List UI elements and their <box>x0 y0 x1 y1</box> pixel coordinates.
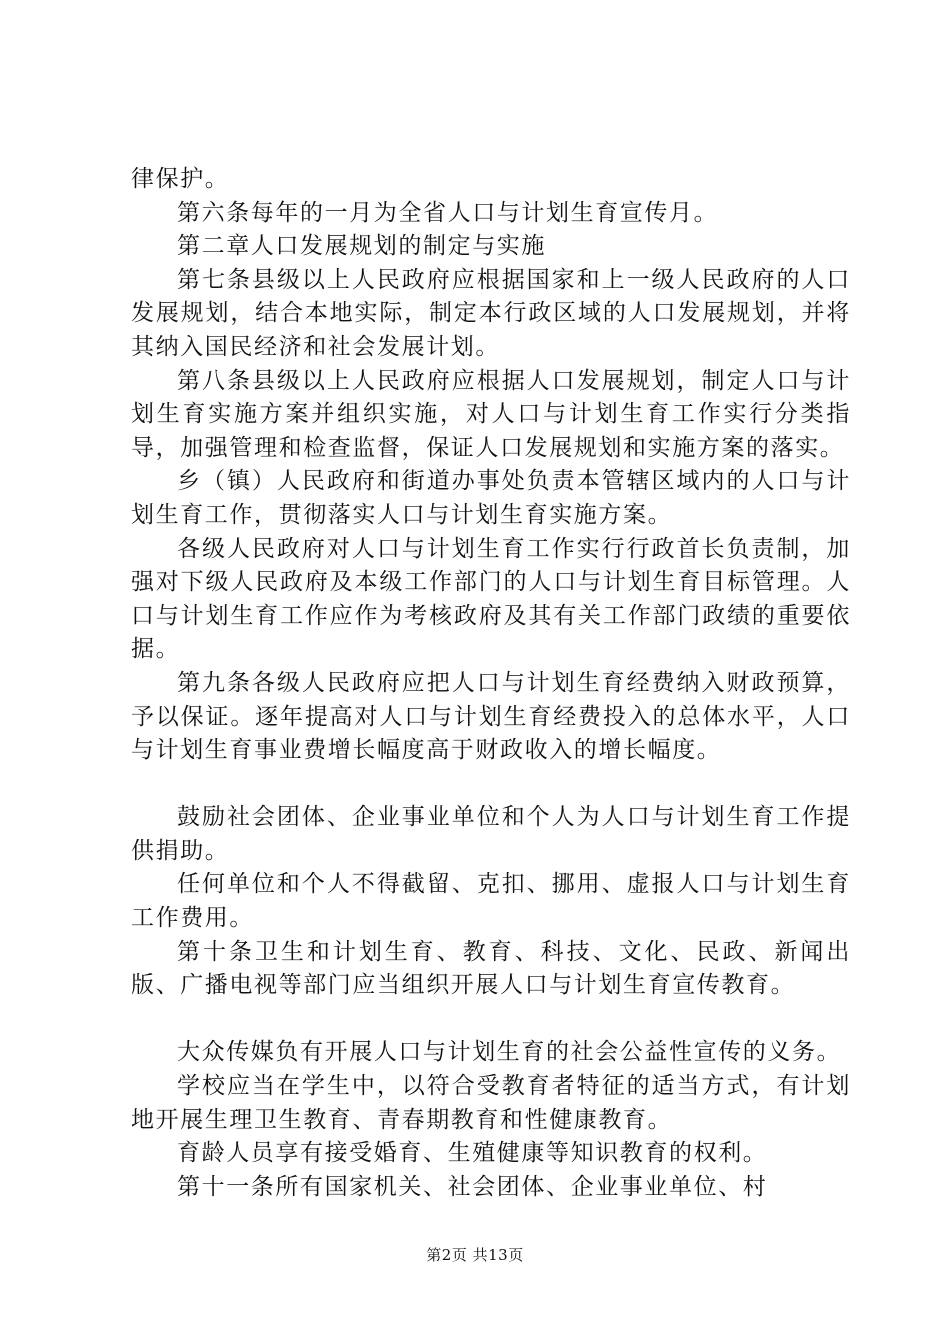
paragraph-gap <box>131 1003 851 1037</box>
paragraph-donation: 鼓励社会团体、企业事业单位和个人为人口与计划生育工作提供捐助。 <box>131 804 851 864</box>
paragraph-schools: 学校应当在学生中，以符合受教育者特征的适当方式，有计划地开展生理卫生教育、青春期教育和性健康教育。 <box>131 1073 851 1133</box>
paragraph-1: 律保护。 <box>131 166 230 192</box>
paragraph-rights: 育龄人员享有接受婚育、生殖健康等知识教育的权利。 <box>177 1140 768 1167</box>
paragraph-no-misuse: 任何单位和个人不得截留、克扣、挪用、虚报人口与计划生育工作费用。 <box>131 871 851 932</box>
paragraph-article-11: 第十一条所有国家机关、社会团体、企业事业单位、村 <box>177 1173 768 1200</box>
paragraph-article-6: 第六条每年的一月为全省人口与计划生育宣传月。 <box>177 199 719 226</box>
paragraph-gap <box>131 768 851 802</box>
paragraph-article-8: 第八条县级以上人民政府应根据人口发展规划，制定人口与计划生育实施方案并组织实施，对人口与计划生育工作实行分类指导，加强管理和检查监督，保证人口发展规划和实施方案的落实。 <box>131 367 851 461</box>
paragraph-article-10: 第十条卫生和计划生育、教育、科技、文化、民政、新闻出版、广播电视等部门应当组织开展人口与计划生育宣传教育。 <box>131 938 851 999</box>
paragraph-township: 乡（镇）人民政府和街道办事处负责本管辖区域内的人口与计划生育工作，贯彻落实人口与计划生育实施方案。 <box>131 468 851 528</box>
chapter-2-heading: 第二章人口发展规划的制定与实施 <box>177 233 546 260</box>
paragraph-article-9: 第九条各级人民政府应把人口与计划生育经费纳入财政预算，予以保证。逐年提高对人口与计划生育经费投入的总体水平，人口与计划生育事业费增长幅度高于财政收入的增长幅度。 <box>131 669 851 764</box>
paragraph-article-7: 第七条县级以上人民政府应根据国家和上一级人民政府的人口发展规划，结合本地实际，制定本行政区域的人口发展规划，并将其纳入国民经济和社会发展计划。 <box>131 266 851 360</box>
page-footer: 第2页 共13页 <box>426 1246 524 1264</box>
document-body <box>131 163 851 1204</box>
paragraph-responsibility: 各级人民政府对人口与计划生育工作实行行政首长负责制，加强对下级人民政府及本级工作部门的人口与计划生育目标管理。人口与计划生育工作应作为考核政府及其有关工作部门政绩的重要依据。 <box>131 535 851 663</box>
paragraph-media: 大众传媒负有开展人口与计划生育的社会公益性宣传的义务。 <box>177 1039 842 1066</box>
